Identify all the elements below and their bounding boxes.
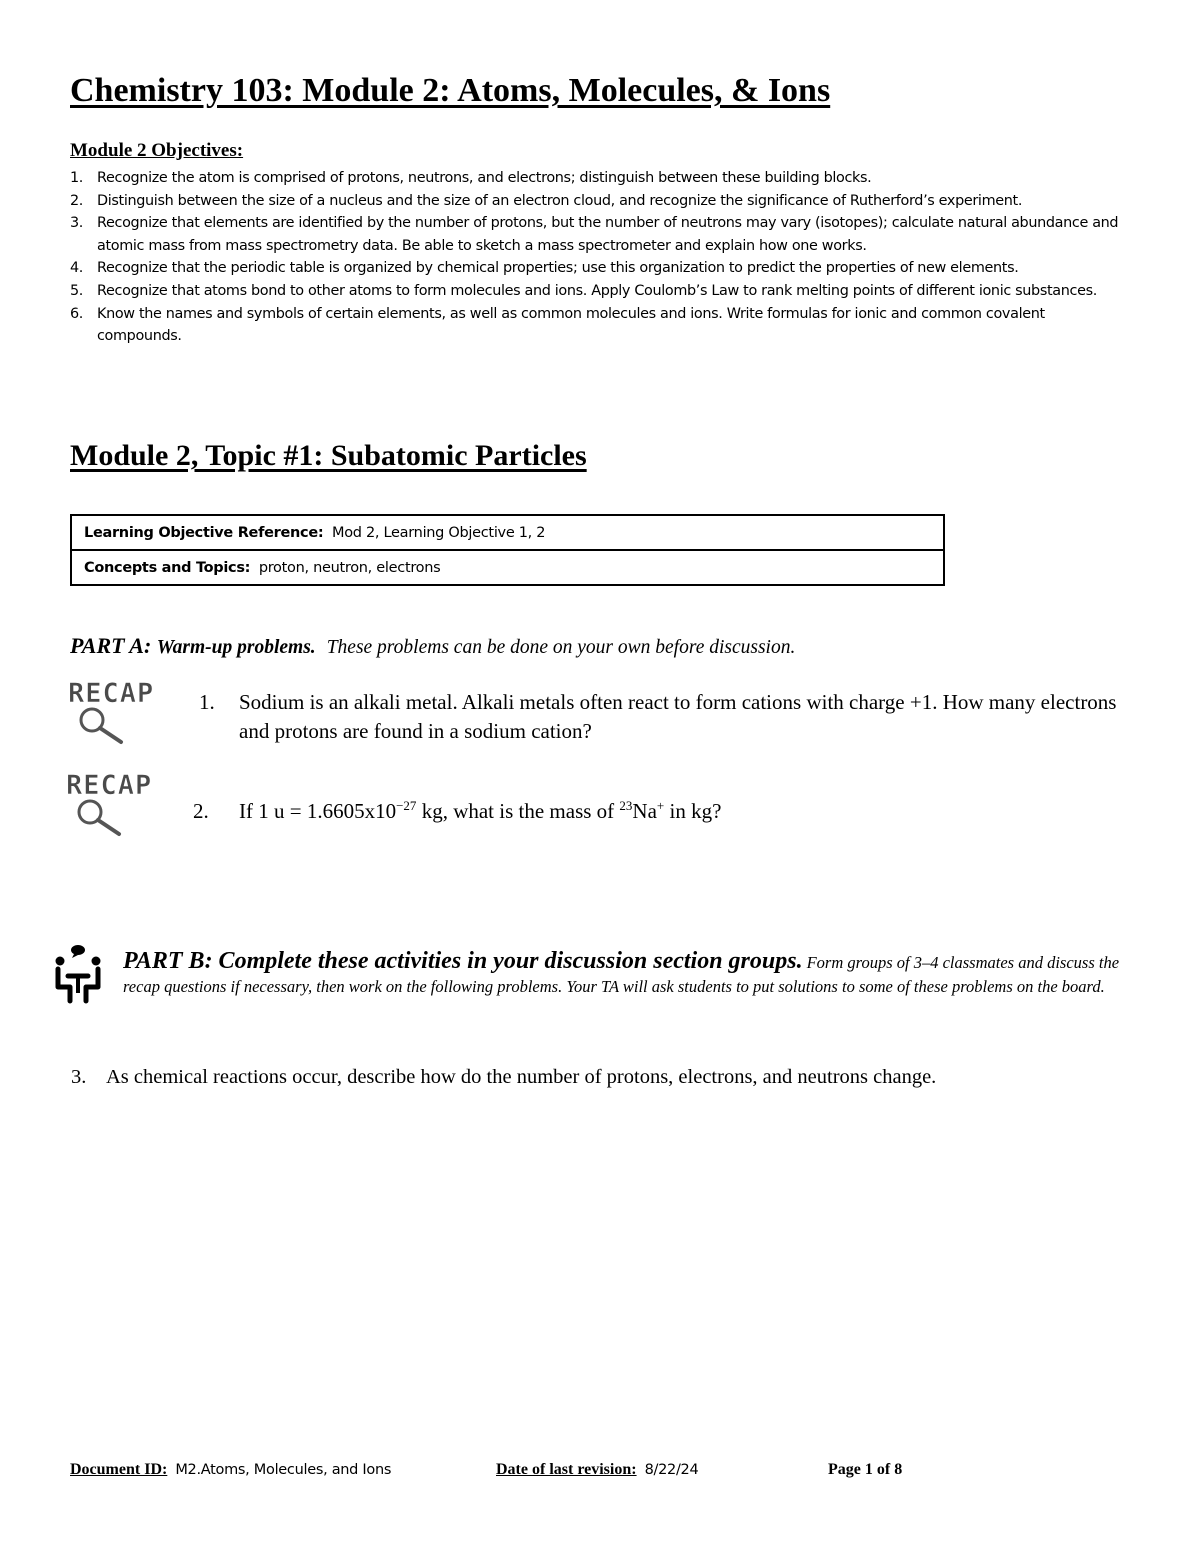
question-text-part: in kg? [664,799,722,823]
objective-number: 1. [70,170,84,186]
group-discussion-icon [54,943,104,1005]
recap-label: RECAP [68,678,155,709]
document-id-label: Document ID: [70,1461,168,1478]
revision-date-label: Date of last revision: [496,1461,637,1478]
question-number: 3. [71,1066,87,1088]
objective-text: Know the names and symbols of certain elements, as well as common molecules and ions. Write formulas for ionic and common covalent compounds. [97,305,1045,345]
mass-number: 23 [619,798,633,813]
concepts-value: proton, neutron, electrons [258,559,441,576]
part-a-label: PART A: [70,633,152,658]
recap-icon [66,676,184,746]
revision-date [496,1461,698,1479]
objective-text: Recognize that elements are identified by the number of protons, but the number of neutrons may vary (isotopes); calculate natural abundance and atomic mass from mass spectrometry data. Be able to sketch a mass spectrometer and explain how one works. [97,215,1119,254]
page-footer [70,1461,1070,1485]
part-b-section [123,948,1123,999]
table-row [71,550,944,585]
page-number: Page 1 of 8 [828,1461,903,1478]
part-a-heading [70,633,795,659]
ion-charge: + [656,798,665,813]
reference-cell [71,515,944,550]
page-title: Chemistry 103: Module 2: Atoms, Molecules, & Ions [70,72,831,109]
objective-item [70,190,1130,213]
recap-icon [64,768,182,838]
objective-item [70,303,1130,348]
document-id-value: M2.Atoms, Molecules, and Ions [175,1462,392,1478]
reference-label: Learning Objective Reference: [84,524,324,541]
question-text: As chemical reactions occur, describe how do the number of protons, electrons, and neutrons change. [106,1066,937,1088]
objective-item [70,167,1130,190]
question-number: 1. [199,690,215,714]
element-symbol: Na [632,799,657,823]
part-b-heading: PART B: Complete these activities in your discussion section groups. [123,948,803,974]
document-id [70,1461,391,1479]
objective-number: 3. [70,215,84,232]
revision-date-value: 8/22/24 [644,1462,699,1478]
reference-table [70,514,945,586]
recap-label: RECAP [66,770,153,801]
objectives-heading: Module 2 Objectives: [70,140,244,161]
table-row [71,515,944,550]
objective-item [70,212,1130,257]
warmup-label: Warm-up problems. [156,637,316,658]
topic-heading: Module 2, Topic #1: Subatomic Particles [70,439,587,472]
objective-number: 2. [70,192,84,209]
question-text-part: kg, what is the mass of [416,799,620,823]
question-2 [193,797,1093,826]
question-text [193,797,1093,826]
question-3 [71,1066,936,1089]
objectives-list [70,167,1130,348]
question-number: 2. [193,799,209,823]
question-text-part: If 1 u = 1.6605x10 [239,799,397,823]
exponent: −27 [396,798,417,813]
part-b-instructions: Form groups of 3–4 classmates and discuss the recap questions if necessary, then work on the following problems. Your TA will ask students to put solutions to some of these problems on the board. [123,953,1120,996]
objective-item [70,280,1130,303]
objective-number: 4. [70,260,84,277]
question-text: Sodium is an alkali metal. Alkali metals often react to form cations with charge +1. How many electrons and protons are found in a sodium cation? [239,690,1117,743]
objective-item [70,257,1130,280]
concepts-cell [71,550,944,585]
objective-number: 5. [70,282,84,299]
objective-text: Recognize that atoms bond to other atoms to form molecules and ions. Apply Coulomb’s Law to rank melting points of different ionic substances. [97,282,1097,299]
question-1 [199,688,1119,746]
reference-value: Mod 2, Learning Objective 1, 2 [332,524,546,541]
objective-text: Recognize the atom is comprised of protons, neutrons, and electrons; distinguish between these building blocks. [97,170,872,186]
objective-text: Recognize that the periodic table is organized by chemical properties; use this organization to predict the properties of new elements. [97,260,1019,277]
objective-text: Distinguish between the size of a nucleus and the size of an electron cloud, and recognize the significance of Rutherford’s experiment. [97,192,1023,209]
concepts-label: Concepts and Topics: [84,559,251,576]
objective-number: 6. [70,305,84,322]
part-a-note: These problems can be done on your own before discussion. [326,637,796,658]
